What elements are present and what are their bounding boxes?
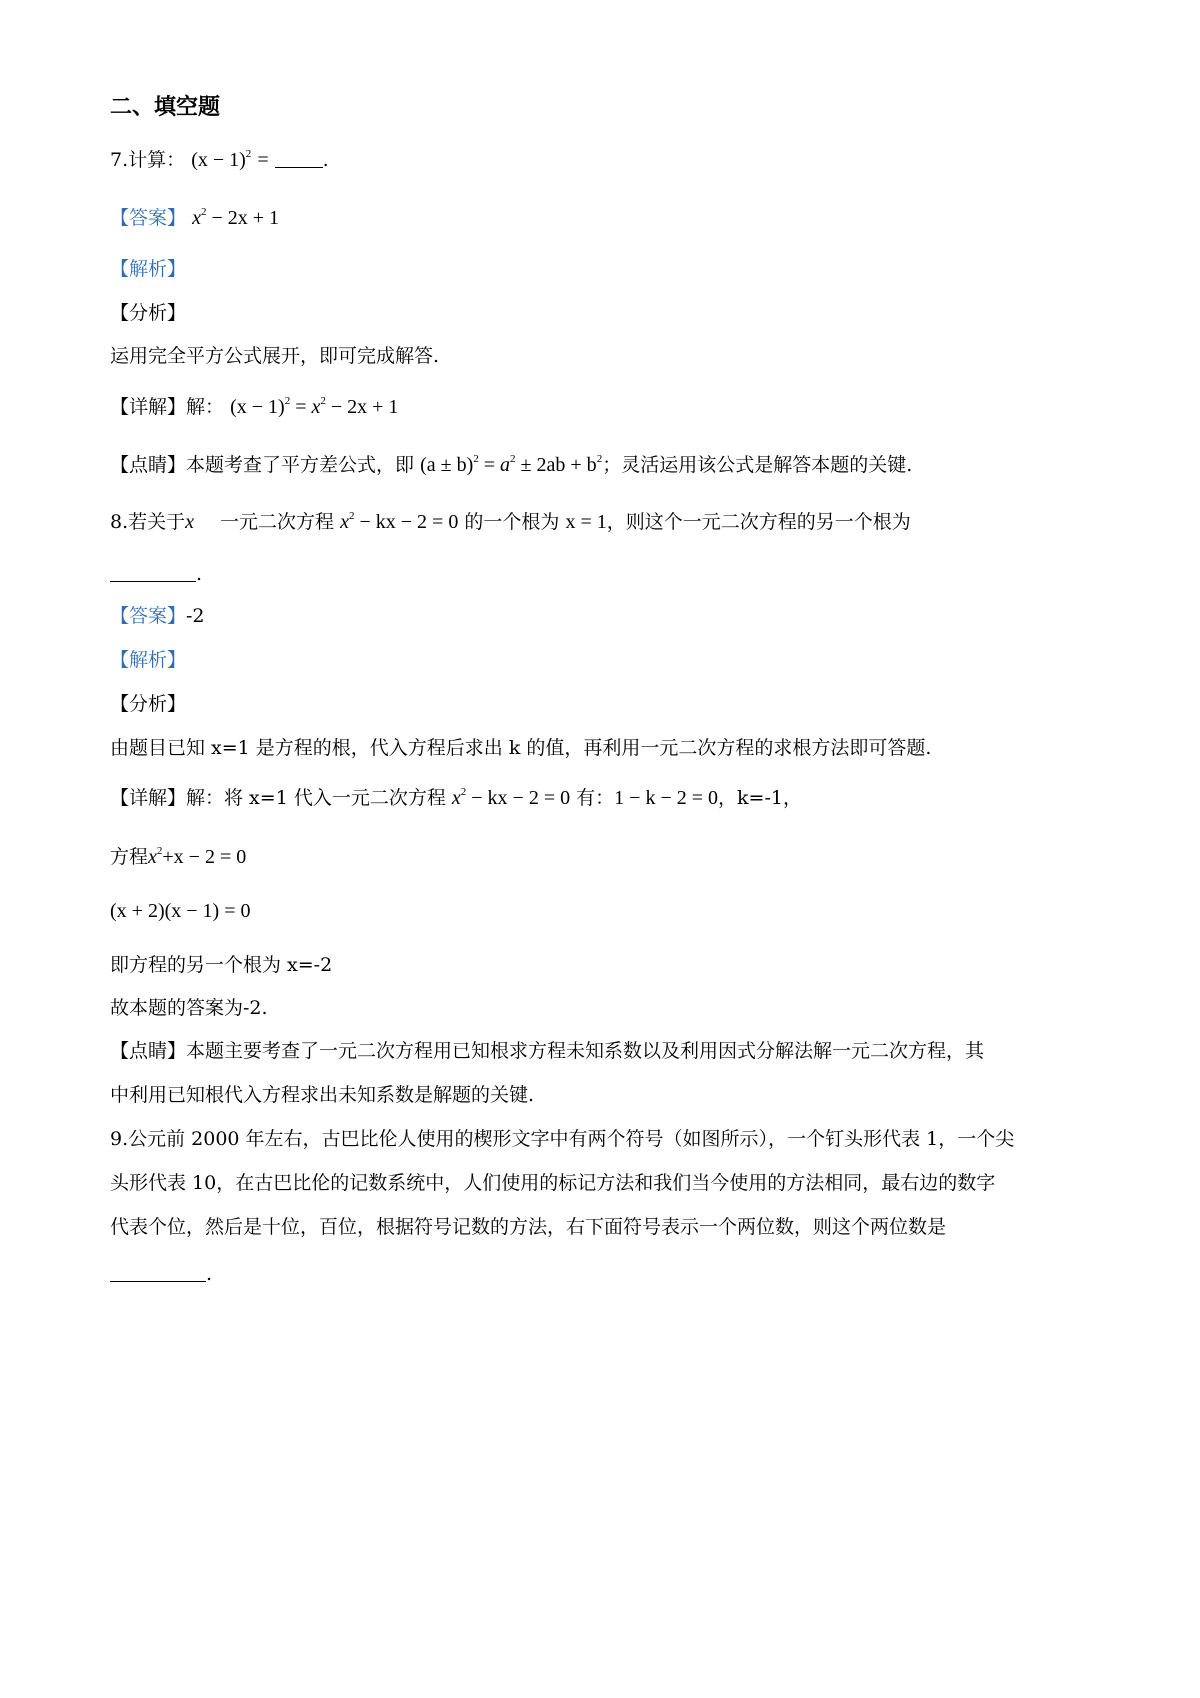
q9-answer-blank xyxy=(110,1281,206,1282)
q9-line-3: 代表个位，然后是十位，百位，根据符号记数的方法，右下面符号表示一个两位数，则这个两位数是 xyxy=(110,1216,947,1238)
q7-fenxi: 运用完全平方公式展开，即可完成解答. xyxy=(110,345,440,367)
section-title: 二、填空题 xyxy=(110,95,221,120)
answer-tag: 【答案】 xyxy=(110,207,187,229)
q7-comment-line: 【点睛】本题考查了平方差公式，即 $(a \pm b)^2 = a^2 \pm 2ab + b^2$；灵活运用该公式是解答本题的关键. xyxy=(110,453,913,476)
q8-answer: -2 xyxy=(186,605,205,627)
q8-prompt-line: 8.若关于x 一元二次方程 $x^2$ − kx − 2 = 0 的一个根为 x = 1，则这个一元二次方程的另一个根为 xyxy=(110,510,911,533)
q8-fenxi: 由题目已知 x=1 是方程的根，代入方程后求出 k 的值，再利用一元二次方程的求根方法即可答题. xyxy=(110,737,932,759)
q8-equation-line: 方程$x^2+x - 2 = 0$ xyxy=(110,845,247,868)
analysis-tag: 【解析】 xyxy=(110,258,187,280)
q8-conclusion: 故本题的答案为-2. xyxy=(110,997,268,1019)
fenxi-tag: 【分析】 xyxy=(110,302,187,324)
q9-line-2: 头形代表 10，在古巴比伦的记数系统中，人们使用的标记方法和我们当今使用的方法相同，最右边的数字 xyxy=(110,1172,996,1194)
q7-answer-blank xyxy=(275,167,323,168)
q8-blank-line: . xyxy=(110,562,202,586)
q8-comment-line-2: 中利用已知根代入方程求出未知系数是解题的关键. xyxy=(110,1084,535,1106)
q8-analysis-tag: 【解析】 xyxy=(110,649,187,671)
q8-comment-line-1: 【点睛】本题主要考查了一元二次方程用已知根求方程未知系数以及利用因式分解法解一元二次方程，其 xyxy=(110,1040,985,1062)
q7-prompt-line: 7.计算： $(x - 1)^2$ = . xyxy=(110,148,329,171)
q8-factored: (x + 2)(x − 1) = 0 xyxy=(110,900,251,922)
q7-prompt: 7.计算： xyxy=(110,149,186,171)
q7-answer: $x^2 - 2x + 1$ xyxy=(192,206,280,229)
q8-root-line: 即方程的另一个根为 x=-2 xyxy=(110,954,333,976)
q8-answer-line: 【答案】-2 xyxy=(110,605,205,627)
q9-line-1: 9.公元前 2000 年左右，古巴比伦人使用的楔形文字中有两个符号（如图所示），一个钉头形代表 1，一个尖 xyxy=(110,1128,1015,1150)
q7-detail-line: 【详解】解： $(x - 1)^2 = x^2 - 2x + 1$ xyxy=(110,395,399,418)
q7-answer-line xyxy=(110,206,279,230)
q8-detail-line: 【详解】解：将 x=1 代入一元二次方程 $x^2$ − kx − 2 = 0 有：1 − k − 2 = 0，k=-1， xyxy=(110,786,802,809)
q8-answer-blank xyxy=(110,581,196,582)
q8-fenxi-tag: 【分析】 xyxy=(110,693,187,715)
q9-blank-line: . xyxy=(110,1262,212,1286)
q7-expression: $(x - 1)^2$ xyxy=(191,148,252,171)
